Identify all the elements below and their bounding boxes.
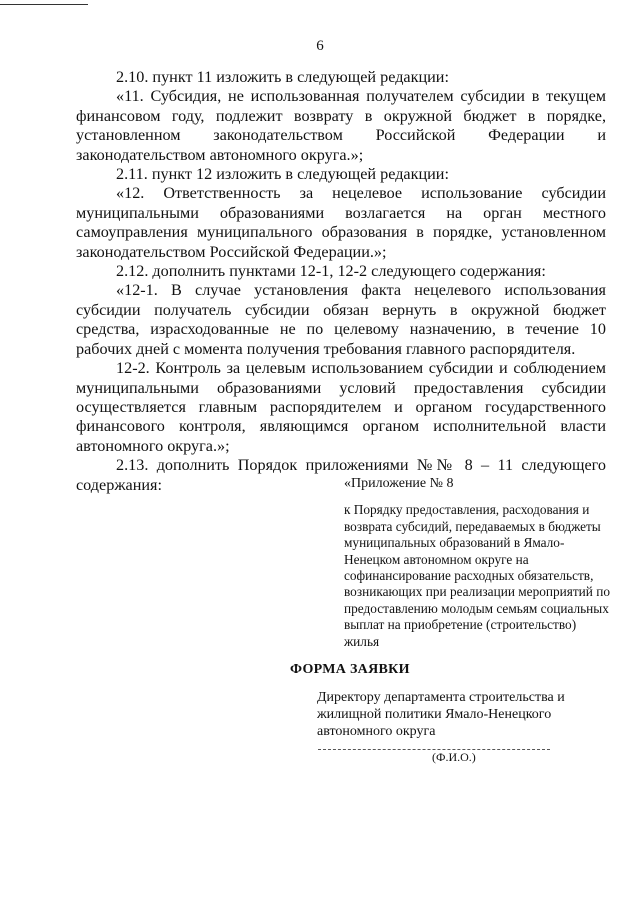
appendix-description: к Порядку предоставления, расходования и возврата субсидий, передаваемых в бюджеты муниципальных образований в Ямало-Ненецком автономном округе на софинансирование расходных обязательств, возникающих при реализации мероприятий по предоставлению молодым семьям социальных выплат на приобретение (строительство) жилья (344, 502, 610, 649)
paragraph-2-13: 2.13. дополнить Порядок приложениями №№ 8 – 11 следующего содержания: (76, 456, 606, 494)
paragraph-2-12: 2.12. дополнить пунктами 12-1, 12-2 следующего содержания: (116, 262, 546, 281)
appendix-title: «Приложение № 8 (344, 476, 454, 491)
paragraph-2-10: 2.10. пункт 11 изложить в следующей редакции: (116, 68, 449, 86)
form-title: ФОРМА ЗАЯВКИ (290, 662, 410, 677)
paragraph-11-text: «11. Субсидия, не использованная получателем субсидии в текущем финансовом году, подлежит возврату в окружной бюджет в порядке, установленном законодательством Российской Федерации и законодательством автономного округа.»; (76, 87, 606, 164)
addressee-block: Директору департамента строительства и жилищной политики Ямало-Ненецкого автономного округа (317, 690, 565, 739)
paragraph-2-11: 2.11. пункт 12 изложить в следующей редакции: (116, 165, 449, 184)
paragraph-12-text: «12. Ответственность за нецелевое использование субсидии муниципальными образованиями возлагается на орган местного самоуправления муниципального образования в порядке, установленном законодательством Российской Федерации.»; (76, 184, 606, 261)
paragraph-12-1-text: «12-1. В случае установления факта нецелевого использования субсидии получатель субсидии обязан вернуть в окружной бюджет средства, израсходованные не по целевому назначению, в течение 10 рабочих дней с момента получения требования главного распорядителя. (76, 281, 606, 358)
appendix-block (344, 476, 614, 650)
document-body (76, 68, 606, 495)
header-rule (0, 4, 88, 5)
fio-label: (Ф.И.О.) (432, 750, 476, 764)
paragraph-12-2-text: 12-2. Контроль за целевым использованием субсидии и соблюдением муниципальными образованиями условий предоставления субсидии осуществляется главным распорядителем и органом государственного финансового контроля, являющимся органом исполнительной власти автономного округа.»; (76, 359, 606, 455)
page-number: 6 (316, 38, 324, 54)
